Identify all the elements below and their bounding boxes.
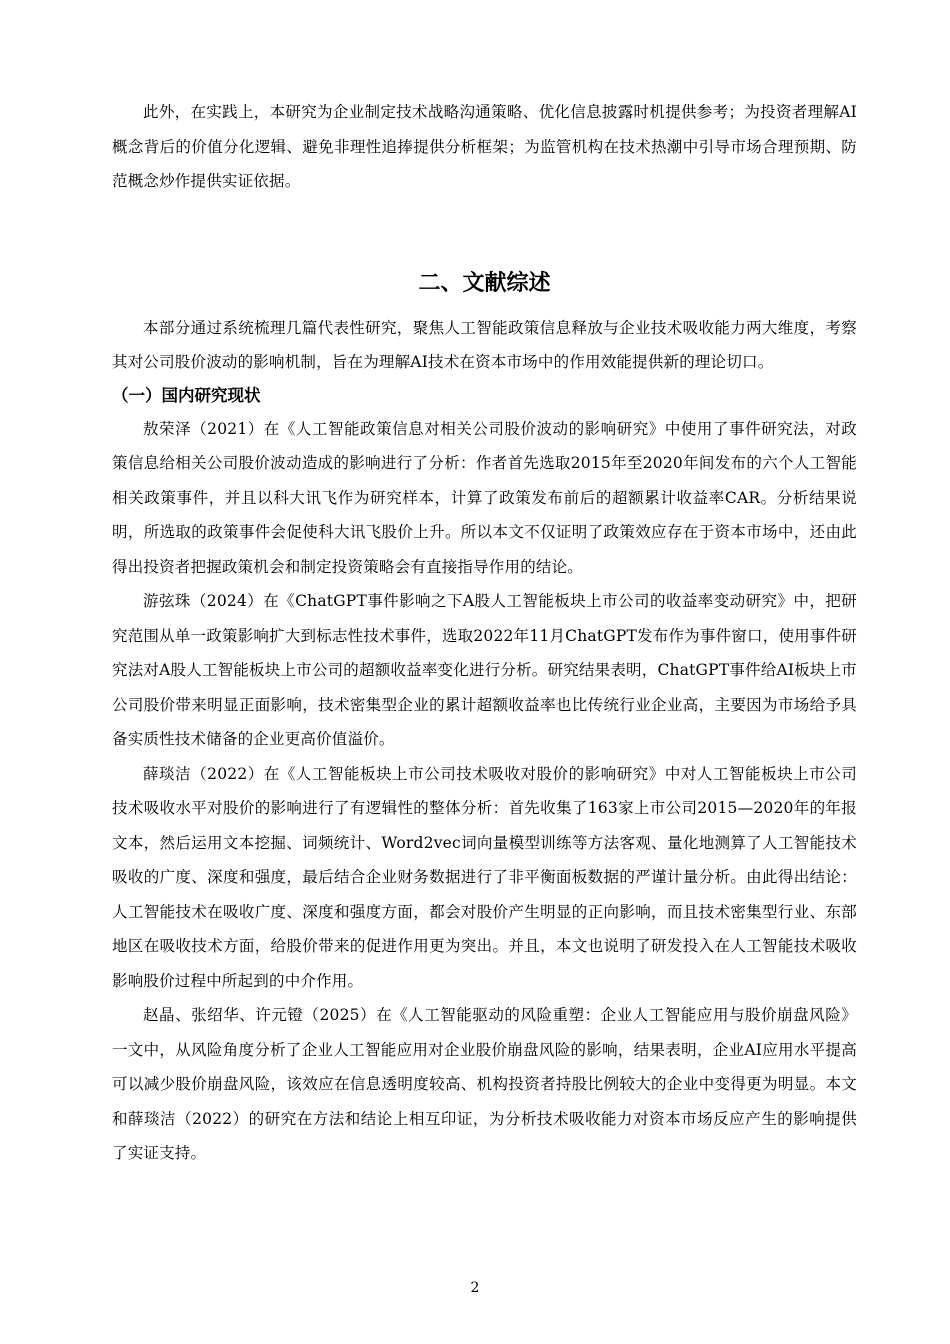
literature-paragraph: 游弦珠（2024）在《ChatGPT事件影响之下A股人工智能板块上市公司的收益率变动研究》中，把研究范围从单一政策影响扩大到标志性技术事件，选取2022年11月ChatGPT发布作为事件窗口，使用事件研究法对A股人工智能板块上市公司的超额收益率变化进行分析。研究结果表明，ChatGPT事件给AI板块上市公司股价带来明显正面影响，技术密集型企业的累计超额收益率也比传统行业企业高，主要因为市场给予具备实质性技术储备的企业更高价值溢价。 bbox=[112, 592, 857, 748]
subsection-title: （一）国内研究现状 bbox=[112, 385, 261, 405]
section-title: 二、文献综述 bbox=[418, 270, 551, 296]
literature-paragraph: 薛琰洁（2022）在《人工智能板块上市公司技术吸收对股价的影响研究》中对人工智能板块上市公司技术吸收水平对股价的影响进行了有逻辑性的整体分析：首先收集了163家上市公司2015—2020年的年报文本，然后运用文本挖掘、词频统计、Word2vec词向量模型训练等方法客观、量化地测算了人工智能技术吸收的广度、深度和强度，最后结合企业财务数据进行了非平衡面板数据的严谨计量分析。由此得出结论：人工智能技术在吸收广度、深度和强度方面，都会对股价产生明显的正向影响，而且技术密集型行业、东部地区在吸收技术方面，给股价带来的促进作用更为突出。并且，本文也说明了研发投入在人工智能技术吸收影响股价过程中所起到的中介作用。 bbox=[112, 764, 857, 990]
intro-paragraph: 此外，在实践上，本研究为企业制定技术战略沟通策略、优化信息披露时机提供参考；为投资者理解AI概念背后的价值分化逻辑、避免非理性追捧提供分析框架；为监管机构在技术热潮中引导市场合理预期、防范概念炒作提供实证依据。 bbox=[112, 103, 857, 190]
page-number: 2 bbox=[470, 1280, 480, 1296]
section-intro-paragraph: 本部分通过系统梳理几篇代表性研究，聚焦人工智能政策信息释放与企业技术吸收能力两大维度，考察其对公司股价波动的影响机制，旨在为理解AI技术在资本市场中的作用效能提供新的理论切口。 bbox=[112, 318, 857, 371]
literature-paragraph: 敖荣泽（2021）在《人工智能政策信息对相关公司股价波动的影响研究》中使用了事件研究法，对政策信息给相关公司股价波动造成的影响进行了分析：作者首先选取2015年至2020年间发布的六个人工智能相关政策事件，并且以科大讯飞作为研究样本，计算了政策发布前后的超额累计收益率CAR。分析结果说明，所选取的政策事件会促使科大讯飞股价上升。所以本文不仅证明了政策效应存在于资本市场中，还由此得出投资者把握政策机会和制定投资策略会有直接指导作用的结论。 bbox=[112, 419, 857, 576]
document-page bbox=[112, 95, 857, 1171]
literature-paragraph: 赵晶、张绍华、许元镫（2025）在《人工智能驱动的风险重塑：企业人工智能应用与股价崩盘风险》一文中，从风险角度分析了企业人工智能应用对企业股价崩盘风险的影响，结果表明，企业AI应用水平提高可以减少股价崩盘风险，该效应在信息透明度较高、机构投资者持股比例较大的企业中变得更为明显。本文和薛琰洁（2022）的研究在方法和结论上相互印证，为分析技术吸收能力对资本市场反应产生的影响提供了实证支持。 bbox=[112, 1006, 857, 1162]
